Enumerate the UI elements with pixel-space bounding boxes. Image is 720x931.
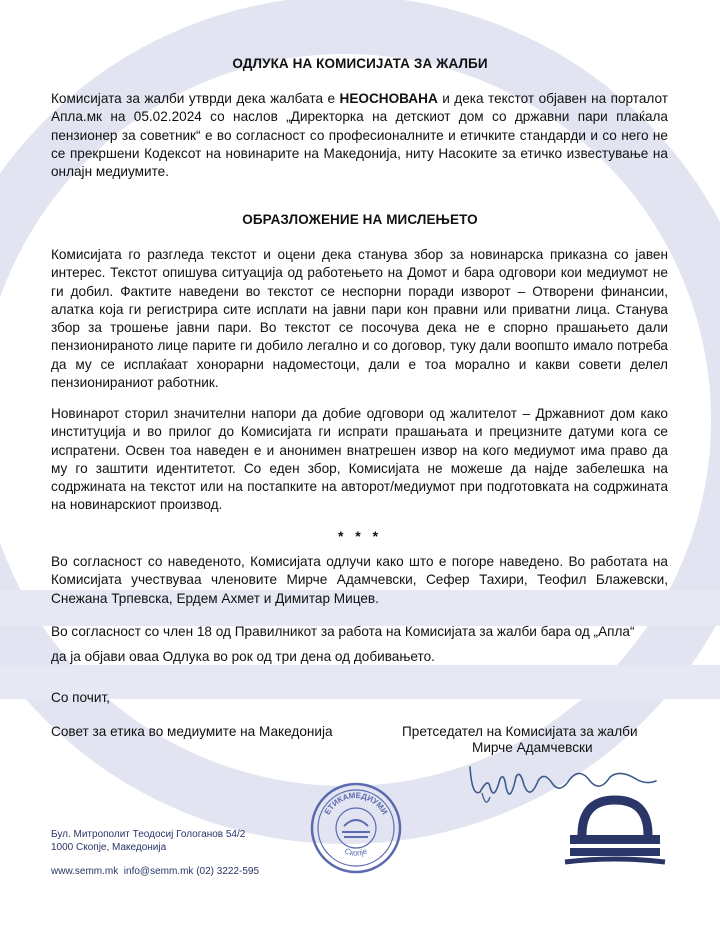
footer-address-line1: Бул. Митрополит Теодосиј Гологанов 54/2 <box>51 829 246 840</box>
decision-heading: ОДЛУКА НА КОМИСИЈАТА ЗА ЖАЛБИ <box>232 56 488 71</box>
decision-verdict: НЕОСНОВАНА <box>339 91 438 106</box>
footer-phone: (02) 3222-595 <box>196 866 260 877</box>
decision-text-after: и дека текстот објавен на порталот Апла.мк на 05.02.2024 со наслов „Директорка на детскиот дом со државни пари плаќала пензионер за советник“ е во согласност со професионалните и етичките стандарди и со него не се прекршени Кодексот на новинарите на Македонија, ниту Насоките за етичко известување на онлајн медиумите. <box>51 91 668 180</box>
footer-address <box>51 828 245 854</box>
footer-web-link[interactable]: www.semm.mk <box>51 866 119 877</box>
decision-paragraph <box>51 90 668 181</box>
signature-right-title: Претседател на Комисијата за жалби <box>402 724 638 739</box>
reasoning-heading: ОБРАЗЛОЖЕНИЕ НА МИСЛЕЊЕТО <box>242 212 478 227</box>
libra-logo <box>560 790 670 875</box>
conclusion-line-deadline: да ја објави оваа Одлука во рок од три дена од добивањето. <box>51 649 435 664</box>
seal-text-bottom: Скопје <box>343 846 369 858</box>
conclusion-paragraph: Во согласност со наведеното, Комисијата одлучи како што е погоре наведено. Во работата на Комисијата учествуваа членовите Мирче Адамчевски, Сефер Тахири, Теофил Блажевски, Снежана Трпевска, Ердем Ахмет и Димитар Мицев. <box>51 554 668 606</box>
separator-stars: * * * <box>337 528 383 544</box>
reasoning-paragraph-1: Комисијата го разгледа текстот и оцени дека станува збор за новинарска приказна со јавен интерес. Текстот опишува ситуација од работењето на Домот и бара одговори кои медиумот не ги добил. Фактите наведени во текстот се неспорни поради изворот – Отворени финансии, алатка која ги регистрира сите исплати на јавни пари кон правни или приватни лица. Станува збор за трошење јавни пари. Во текстот се посочува дека не е спорно прашањето дали пензионираното лице парите ги добило легално и со договор, туку дали воопшто имало потреба да му се исплаќаат хонорарни надоместоци, дали е тоа морално и какви совети делел пензионираниот работник. <box>51 247 668 391</box>
footer-address-line2: 1000 Скопје, Македонија <box>51 842 167 853</box>
decision-text-before: Комисијата за жалби утврди дека жалбата е <box>51 91 340 106</box>
reasoning-paragraph-2: Новинарот сторил значителни напори да добие одговори од жалителот – Државниот дом како институција и во прилог до Комисијата ги испрати прашањата и прецизните датуми кога се испратени. Освен тоа наведен е и анонимен внатрешен извор на кого медиумот има право да му го заштити идентитетот. Со еден збор, Комисијата не можеше да најде забелешка на содржината на текстот или на постапките на авторот/медиумот при подготовката на содржината на новинарскиот производ. <box>51 406 668 513</box>
conclusion-line-request: Во согласност со член 18 од Правилникот за работа на Комисијата за жалби бара од „Апла“ <box>51 624 635 639</box>
closing-greeting: Со почит, <box>51 690 110 705</box>
signature-left-organization: Совет за етика во медиумите на Македонија <box>51 724 333 739</box>
signature-right-name: Мирче Адамчевски <box>472 740 593 755</box>
footer-email-link[interactable]: info@semm.mk <box>123 866 194 877</box>
seal-text-top: ЕТИКАМЕДИУМИ <box>322 790 390 817</box>
footer-contacts <box>51 865 259 878</box>
official-seal <box>308 780 404 876</box>
